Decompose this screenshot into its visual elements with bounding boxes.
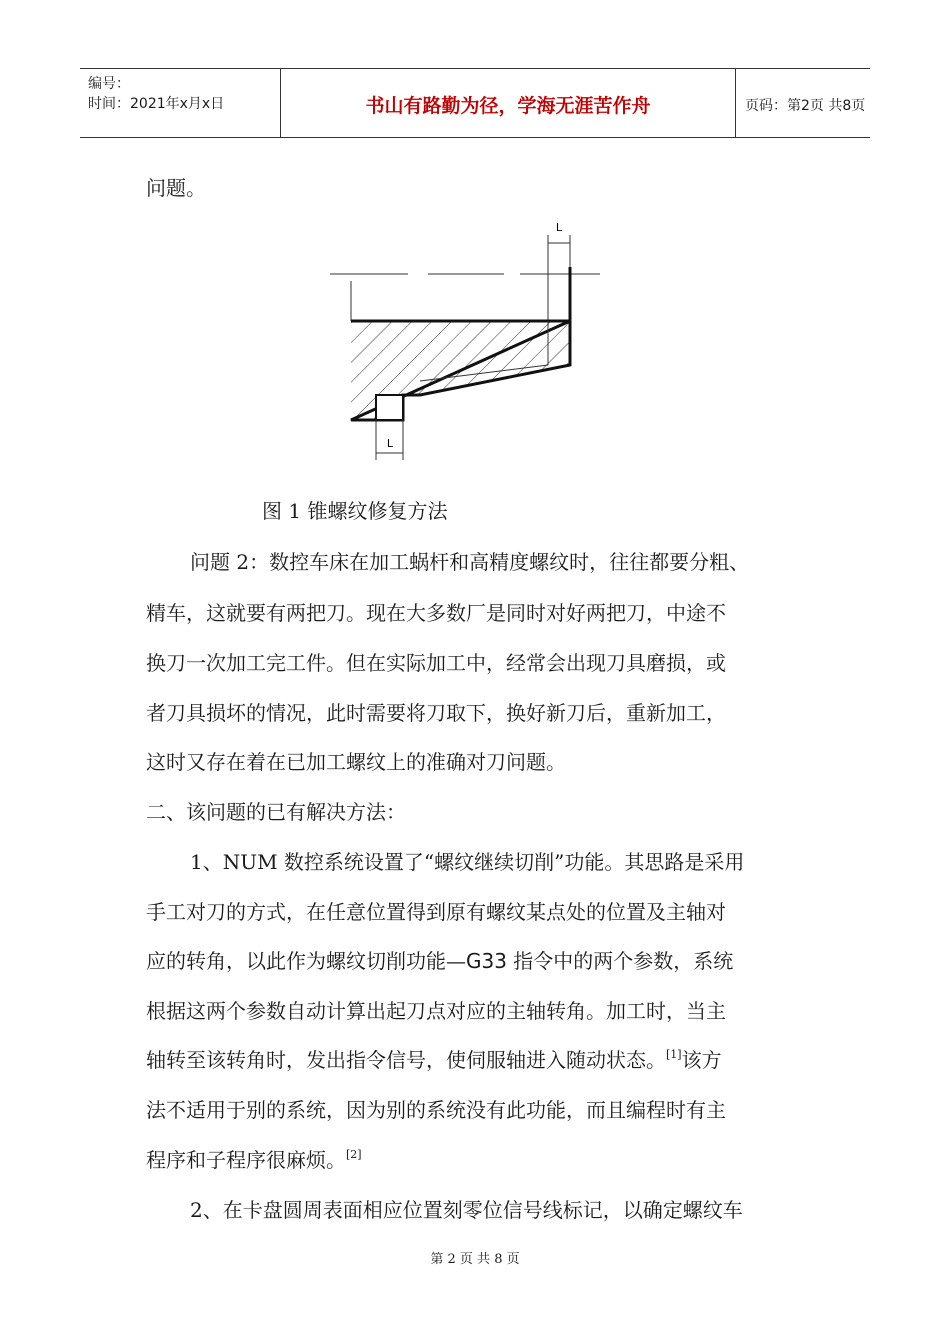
page-info: 页码：第2页 共8页 [745, 98, 866, 114]
text-segment: 程序和子程序很麻烦。 [146, 1148, 346, 1172]
paragraph-line: 1、NUM 数控系统设置了“螺纹继续切削”功能。其思路是采用 [190, 850, 745, 874]
paragraph-line: 法不适用于别的系统，因为别的系统没有此功能，而且编程时有主 [146, 1098, 726, 1122]
header-left-cell [80, 69, 280, 137]
dim-bottom-label: L [386, 437, 394, 450]
page-footer: 第 2 页 共 8 页 [430, 1252, 520, 1267]
page-header [80, 68, 870, 138]
number-label: 编号： [88, 76, 130, 92]
paragraph-line: 精车，这就要有两把刀。现在大多数厂是同时对好两把刀，中途不 [146, 601, 726, 625]
paragraph-line [146, 945, 733, 974]
paragraph-line: 根据这两个参数自动计算出起刀点对应的主轴转角。加工时，当主 [146, 999, 726, 1023]
g33-code: G33 [466, 949, 507, 973]
paragraph-line: 问题。 [146, 176, 206, 200]
paragraph-line: 2、在卡盘圆周表面相应位置刻零位信号线标记，以确定螺纹车 [190, 1198, 743, 1222]
text-segment: 应的转角，以此作为螺纹切削功能— [146, 949, 466, 973]
header-motto: 书山有路勤为径，学海无涯苦作舟 [365, 95, 651, 117]
paragraph-line: 这时又存在着在已加工螺纹上的准确对刀问题。 [146, 750, 566, 774]
paragraph-line: 者刀具损坏的情况，此时需要将刀取下，换好新刀后，重新加工， [146, 701, 726, 725]
paragraph-line [146, 1044, 722, 1073]
paragraph-line: 手工对刀的方式，在任意位置得到原有螺纹某点处的位置及主轴对 [146, 900, 726, 924]
paragraph-line [146, 1144, 362, 1173]
paragraph-line: 问题 2：数控车床在加工蜗杆和高精度螺纹时，往往都要分粗、 [190, 550, 750, 574]
paragraph-line: 换刀一次加工完工件。但在实际加工中，经常会出现刀具磨损，或 [146, 651, 726, 675]
time-label: 时间：2021年x月x日 [88, 96, 225, 112]
citation-ref[interactable]: [1] [666, 1048, 682, 1061]
text-segment: 该方 [681, 1048, 722, 1072]
figure-caption: 图 1 锥螺纹修复方法 [262, 499, 448, 523]
header-right-cell [735, 69, 870, 137]
section-heading: 二、该问题的已有解决方法： [146, 800, 406, 824]
citation-ref[interactable]: [2] [346, 1148, 362, 1161]
dim-top-label: L [555, 221, 563, 234]
text-segment: 轴转至该转角时，发出指令信号，使伺服轴进入随动状态。 [146, 1048, 666, 1072]
text-segment: 指令中的两个参数，系统 [506, 949, 734, 973]
taper-thread-figure [320, 215, 620, 465]
header-center-cell [280, 69, 736, 137]
